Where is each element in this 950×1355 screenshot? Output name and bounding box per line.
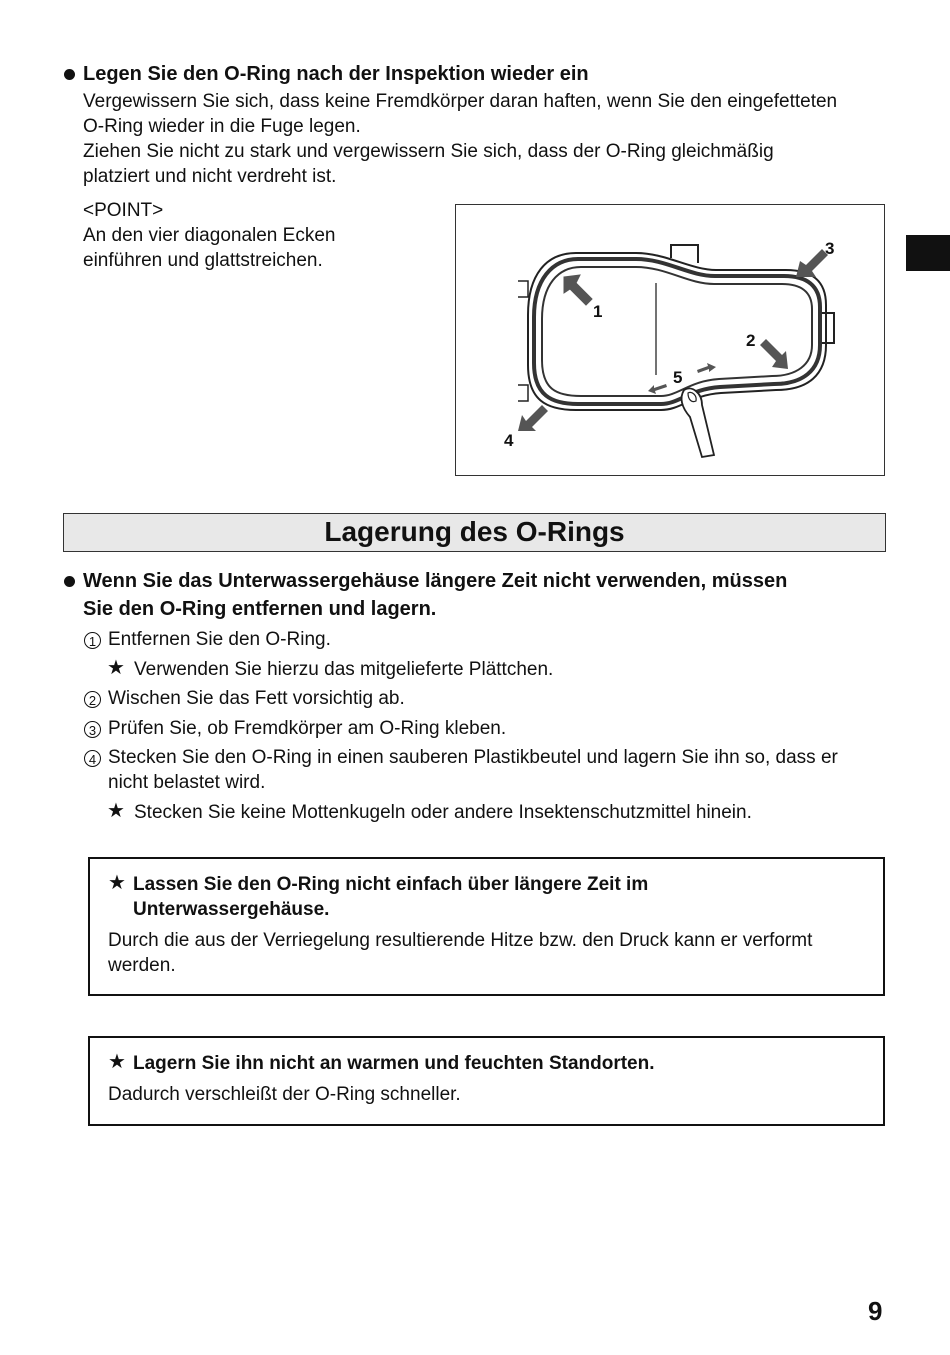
note-1-text: Verwenden Sie hierzu das mitgelieferte Plättchen. (134, 659, 554, 680)
arrow-5-right (697, 363, 716, 373)
section-tab-marker (906, 235, 950, 271)
bullet-dot (64, 576, 75, 587)
arrow-2 (760, 339, 788, 369)
bullet-dot (64, 69, 75, 80)
warning-box-2 (88, 1036, 885, 1126)
warning-1-title-line-2: Unterwassergehäuse. (133, 899, 330, 920)
step-number-1: 1 (84, 632, 101, 649)
step-3-text: Prüfen Sie, ob Fremdkörper am O-Ring kleben. (108, 718, 507, 739)
label-3: 3 (825, 239, 835, 258)
point-label: <POINT> (83, 200, 164, 221)
arrow-5-left (648, 384, 667, 394)
storage-heading-line-2: Sie den O-Ring entfernen und lagern. (83, 598, 437, 620)
star-icon: ★ (108, 1051, 126, 1073)
warning-1-title-line-1: Lassen Sie den O-Ring nicht einfach über längere Zeit im (133, 874, 649, 895)
point-line-1: An den vier diagonalen Ecken (83, 225, 336, 246)
left-bracket-bottom (518, 385, 528, 401)
inspection-line-2: O-Ring wieder in die Fuge legen. (83, 116, 361, 137)
inspection-line-3: Ziehen Sie nicht zu stark und vergewissern Sie sich, dass der O-Ring gleichmäßig (83, 141, 774, 162)
warning-box-1 (88, 857, 885, 996)
step-number-3: 3 (84, 721, 101, 738)
step-2-text: Wischen Sie das Fett vorsichtig ab. (108, 688, 405, 709)
left-bracket-top (518, 281, 528, 297)
o-ring-diagram-svg (456, 205, 886, 477)
storage-heading-line-1: Wenn Sie das Unterwassergehäuse längere Zeit nicht verwenden, müssen (83, 570, 788, 592)
inspection-heading: Legen Sie den O-Ring nach der Inspektion wieder ein (83, 63, 589, 85)
label-2: 2 (746, 331, 756, 350)
arrow-1 (564, 275, 592, 305)
step-4-text-line-1: Stecken Sie den O-Ring in einen sauberen Plastikbeutel und lagern Sie ihn so, dass er (108, 747, 838, 768)
step-number-4: 4 (84, 750, 101, 767)
finger (682, 388, 714, 457)
star-icon: ★ (108, 872, 126, 894)
arrow-4 (518, 405, 548, 431)
inspection-line-4: platziert und nicht verdreht ist. (83, 166, 337, 187)
warning-2-body: Dadurch verschleißt der O-Ring schneller. (108, 1084, 461, 1105)
o-ring-diagram (455, 204, 885, 476)
right-latch (822, 313, 834, 343)
star-icon: ★ (107, 800, 125, 822)
label-5: 5 (673, 368, 683, 387)
arrow-3 (796, 249, 828, 277)
step-number-2: 2 (84, 691, 101, 708)
warning-1-body-line-1: Durch die aus der Verriegelung resultierende Hitze bzw. den Druck kann er verformt (108, 930, 813, 951)
star-icon: ★ (107, 657, 125, 679)
warning-1-body-line-2: werden. (108, 955, 176, 976)
step-1-text: Entfernen Sie den O-Ring. (108, 629, 331, 650)
section-title: Lagerung des O-Rings (63, 513, 886, 552)
note-2-text: Stecken Sie keine Mottenkugeln oder andere Insektenschutzmittel hinein. (134, 802, 752, 823)
step-4-text-line-2: nicht belastet wird. (108, 772, 266, 793)
point-line-2: einführen und glattstreichen. (83, 250, 323, 271)
label-1: 1 (593, 302, 603, 321)
inspection-line-1: Vergewissern Sie sich, dass keine Fremdkörper daran haften, wenn Sie den eingefetteten (83, 91, 838, 112)
label-4: 4 (504, 431, 514, 450)
warning-2-title: Lagern Sie ihn nicht an warmen und feuchten Standorten. (133, 1053, 655, 1074)
page-number: 9 (868, 1296, 883, 1326)
